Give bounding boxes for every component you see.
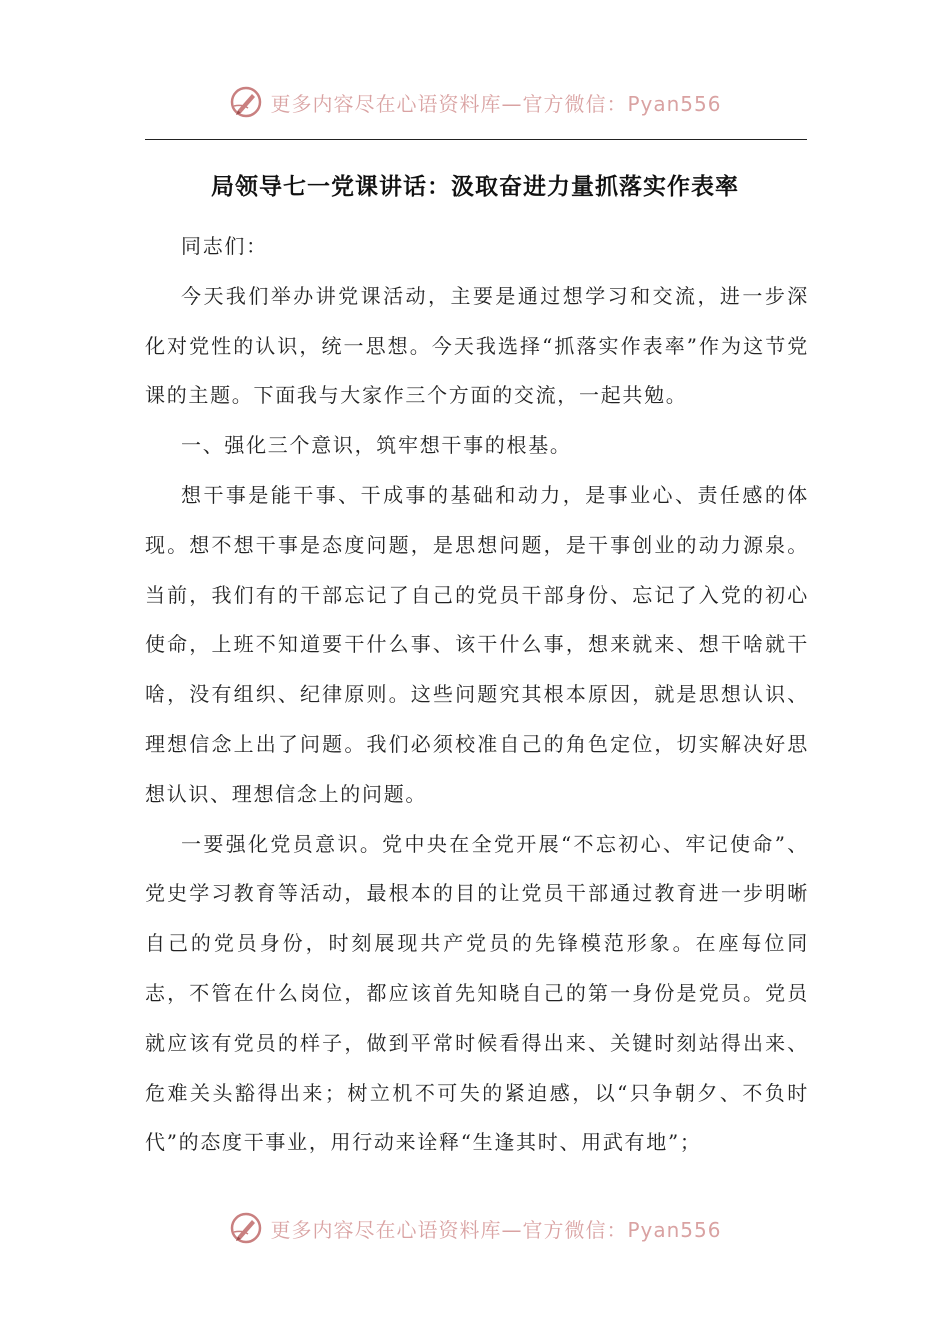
header-divider [145,139,807,140]
watermark-text: 更多内容尽在心语资料库—官方微信：Pyan556 [270,1217,722,1242]
pen-logo-icon [228,84,264,120]
document-body [145,222,809,1168]
watermark-banner-top [0,84,950,120]
paragraph: 同志们： [181,234,268,258]
pen-logo-icon [228,1210,264,1246]
paragraph: 想干事是能干事、干成事的基础和动力，是事业心、责任感的体现。想不想干事是态度问题，是思想问题，是干事创业的动力源泉。当前，我们有的干部忘记了自己的党员干部身份、忘记了入党的初心使命，上班不知道要干什么事、该干什么事，想来就来、想干啥就干啥，没有组织、纪律原则。这些问题究其根本原因，就是思想认识、理想信念上出了问题。我们必须校准自己的角色定位，切实解决好思想认识、理想信念上的问题。 [145,482,809,806]
watermark-text: 更多内容尽在心语资料库—官方微信：Pyan556 [270,91,722,116]
watermark-banner-bottom [0,1210,950,1246]
section-heading: 一、强化三个意识，筑牢想干事的根基。 [181,433,572,458]
paragraph: 今天我们举办讲党课活动，主要是通过想学习和交流，进一步深化对党性的认识，统一思想。今天我选择“抓落实作表率”作为这节党课的主题。下面我与大家作三个方面的交流，一起共勉。 [145,283,809,408]
document-title: 局领导七一党课讲话：汲取奋进力量抓落实作表率 [211,173,739,200]
paragraph: 一要强化党员意识。党中央在全党开展“不忘初心、牢记使命”、党史学习教育等活动，最根本的目的让党员干部通过教育进一步明晰自己的党员身份，时刻展现共产党员的先锋模范形象。在座每位同志，不管在什么岗位，都应该首先知晓自己的第一身份是党员。党员就应该有党员的样子，做到平常时候看得出来、关键时刻站得出来、危难关头豁得出来；树立机不可失的紧迫感，以“只争朝夕、不负时代”的态度干事业，用行动来诠释“生逢其时、用武有地”； [145,831,809,1155]
